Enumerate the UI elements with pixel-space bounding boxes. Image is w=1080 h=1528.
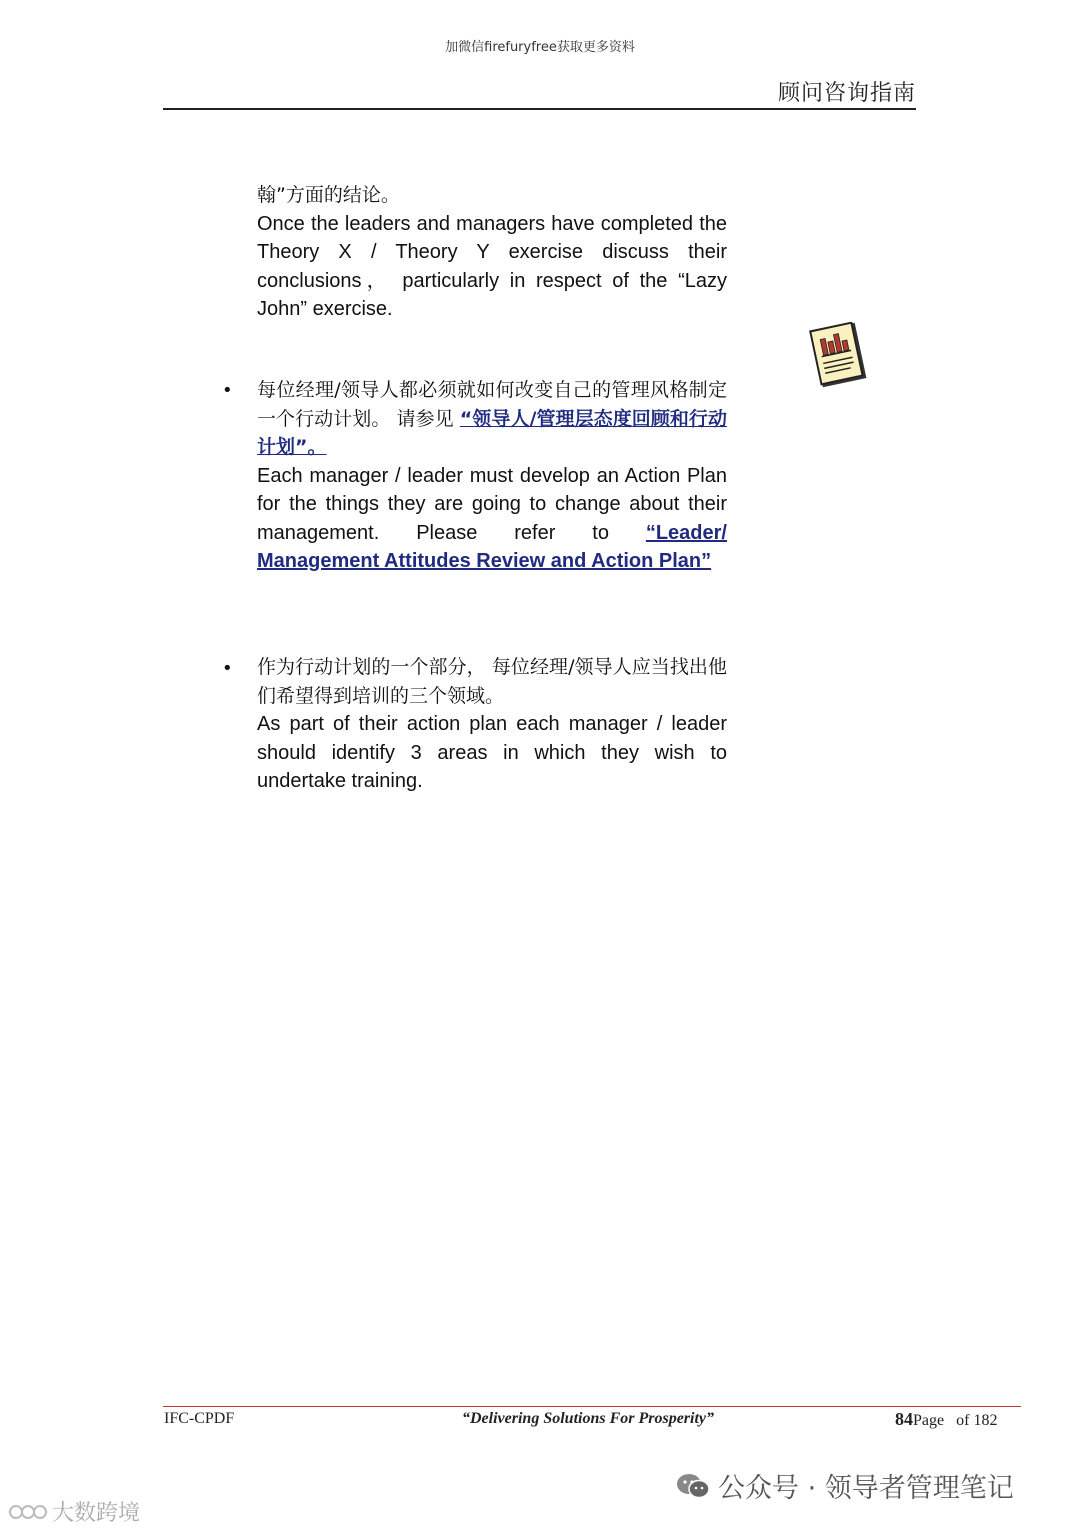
wechat-watermark [676,1466,1014,1505]
corner-logo-icon [8,1501,52,1523]
bullet-1-en [257,462,727,576]
paragraph-intro-en: Once the leaders and managers have completed the Theory X / Theory Y exercise discuss their conclusions， particularly in respect of the “Lazy John” exercise. [257,212,727,320]
footer-slogan: “Delivering Solutions For Prosperity” [462,1410,715,1427]
bullet-item-2 [257,653,727,796]
bullet-1-zh-link[interactable]: “领导人/管理层态度回顾和行动计划”。 [257,407,727,458]
bullet-marker-1: • [222,380,233,401]
wechat-account-text: 公众号 · 领导者管理笔记 [718,1473,1014,1504]
watermark-text: 加微信firefuryfree获取更多资料 [445,40,635,55]
page-total: of 182 [956,1412,998,1429]
page-number: 84 [895,1409,913,1429]
bullet-1-en-link[interactable]: “Leader/ Management Attitudes Review and Action Plan” [257,521,727,572]
page-label: Page [913,1412,945,1429]
page-header-title: 顾问咨询指南 [777,81,916,106]
bullet-1-zh-text: 每位经理/领导人都必须就如何改变自己的管理风格制定一个行动计划。 请参见 [257,379,727,430]
wechat-icon [676,1472,710,1500]
footer-page-info [895,1409,997,1430]
bullet-2-en: As part of their action plan each manager / leader should identify 3 areas in which they wish to undertake training. [257,713,727,792]
bullet-item-1 [257,376,727,576]
bullet-marker-2: • [222,658,233,679]
paragraph-intro-zh: 翰”方面的结论。 [257,184,400,206]
corner-watermark [8,1496,140,1527]
bullet-1-en-text: Each manager / leader must develop an Action Plan for the things they are going to change about their management. Please refer to [257,464,727,544]
corner-watermark-text: 大数跨境 [52,1501,141,1526]
header-divider [163,108,916,110]
document-chart-icon [808,322,870,390]
footer-doc-code: IFC-CPDF [164,1410,235,1427]
footer-divider [163,1406,1021,1407]
paragraph-intro [257,181,727,324]
bullet-1-zh [257,376,727,462]
bullet-2-zh: 作为行动计划的一个部分， 每位经理/领导人应当找出他们希望得到培训的三个领域。 [257,656,727,707]
